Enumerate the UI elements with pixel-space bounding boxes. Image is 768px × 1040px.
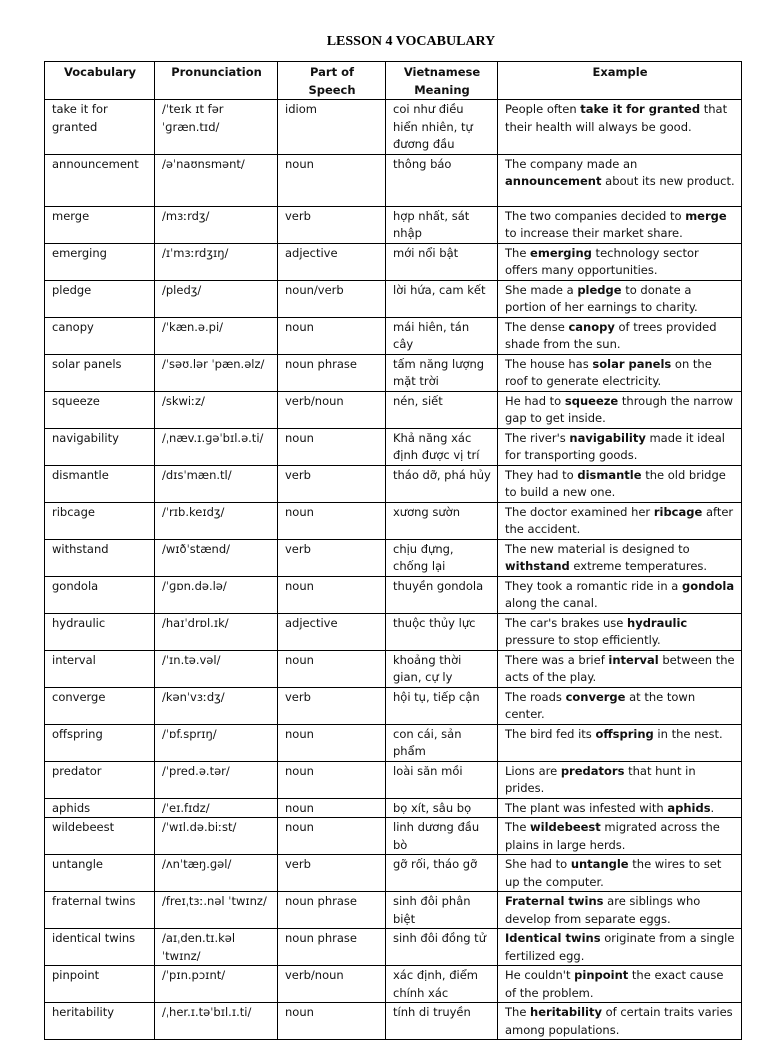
part-of-speech-cell: noun [278,502,386,539]
part-of-speech-cell: verb [278,465,386,502]
table-row [45,650,742,687]
table-row [45,929,742,966]
part-of-speech-cell: noun [278,576,386,613]
part-of-speech-cell: verb [278,855,386,892]
example-text: extreme temperatures. [569,559,708,573]
pronunciation-cell: /ˈpred.ə.tər/ [155,761,278,798]
vocabulary-cell: wildebeest [45,818,155,855]
example-text: through the narrow gap to get inside. [505,393,734,425]
example-cell [498,613,742,650]
example-text: to increase their market share. [505,226,683,240]
example-text: The roads [505,689,566,704]
part-of-speech-cell: noun [278,761,386,798]
example-keyword: withstand [505,559,570,573]
pronunciation-cell: /ˈpɪn.pɔɪnt/ [155,966,278,1003]
vocabulary-cell: interval [45,650,155,687]
example-cell [498,539,742,576]
vocabulary-cell: ribcage [45,502,155,539]
example-text: the wires to set up the computer. [505,857,722,889]
table-row [45,354,742,391]
example-keyword: emerging [530,245,592,260]
example-keyword: hydraulic [627,615,688,630]
vietnamese-meaning-cell: tháo dỡ, phá hủy [386,465,498,502]
part-of-speech-cell: noun [278,650,386,687]
example-keyword: Fraternal twins [505,894,604,908]
vocabulary-cell: merge [45,206,155,243]
example-text: The company made an [505,156,638,171]
example-keyword: dismantle [577,467,642,482]
table-row [45,280,742,317]
table-row [45,243,742,280]
example-text: The [505,245,531,260]
pronunciation-cell: /ʌnˈtæŋ.ɡəl/ [155,855,278,892]
vocabulary-cell: squeeze [45,391,155,428]
example-cell [498,317,742,354]
table-row [45,100,742,155]
vietnamese-meaning-cell: thuộc thủy lực [386,613,498,650]
part-of-speech-cell: idiom [278,100,386,155]
example-text: are siblings who develop from separate eggs. [505,894,701,926]
vocabulary-cell: withstand [45,539,155,576]
vietnamese-meaning-cell: loài săn mồi [386,761,498,798]
part-of-speech-cell: adjective [278,613,386,650]
pronunciation-cell: /ˈɒf.sprɪŋ/ [155,724,278,761]
example-cell [498,724,742,761]
table-row [45,465,742,502]
example-cell [498,687,742,724]
vocabulary-cell: take it for granted [45,100,155,155]
example-text: He had to [505,393,565,408]
example-keyword: heritability [530,1005,602,1019]
example-text: after the accident. [505,504,734,536]
example-keyword: merge [685,208,727,223]
example-cell [498,1003,742,1040]
example-keyword: navigability [569,430,646,445]
example-text: The [505,820,531,834]
example-keyword: canopy [568,319,615,334]
example-cell [498,243,742,280]
example-keyword: interval [608,652,659,667]
example-cell [498,892,742,929]
example-keyword: pinpoint [574,968,629,982]
pronunciation-cell: /wɪðˈstænd/ [155,539,278,576]
example-cell [498,855,742,892]
vietnamese-meaning-cell: coi như điều hiển nhiên, tự đương đầu [386,100,498,155]
vocabulary-cell: pledge [45,280,155,317]
example-cell [498,761,742,798]
example-text: The house has [505,356,593,371]
example-text: The bird fed its [505,726,596,741]
vietnamese-meaning-cell: con cái, sản phẩm [386,724,498,761]
header-pronunciation: Pronunciation [155,62,278,100]
table-row [45,576,742,613]
example-cell [498,465,742,502]
example-cell [498,206,742,243]
table-row [45,154,742,206]
vietnamese-meaning-cell: gỡ rối, tháo gỡ [386,855,498,892]
table-row [45,206,742,243]
pronunciation-cell: /freɪˌtɜː.nəl ˈtwɪnz/ [155,892,278,929]
part-of-speech-cell: noun [278,317,386,354]
example-text: in the nest. [653,726,723,741]
vocabulary-cell: navigability [45,428,155,465]
vietnamese-meaning-cell: sinh đôi phân biệt [386,892,498,929]
part-of-speech-cell: noun [278,428,386,465]
vietnamese-meaning-cell: mới nổi bật [386,243,498,280]
vietnamese-meaning-cell: bọ xít, sâu bọ [386,798,498,818]
vietnamese-meaning-cell: hợp nhất, sát nhập [386,206,498,243]
table-row [45,761,742,798]
example-text: the old bridge to build a new one. [505,467,726,499]
vocabulary-cell: canopy [45,317,155,354]
table-row [45,391,742,428]
example-text: She made a [505,282,578,297]
part-of-speech-cell: noun phrase [278,354,386,391]
example-text: . [710,800,715,815]
example-text: between the acts of the play. [505,652,735,684]
pronunciation-cell: /pledʒ/ [155,280,278,317]
example-text: The two companies decided to [505,208,686,223]
vocabulary-cell: pinpoint [45,966,155,1003]
example-text: Lions are [505,763,561,778]
example-cell [498,576,742,613]
vocabulary-cell: predator [45,761,155,798]
table-row [45,502,742,539]
vocabulary-cell: dismantle [45,465,155,502]
pronunciation-cell: /dɪsˈmæn.tl/ [155,465,278,502]
pronunciation-cell: /əˈnaʊnsmənt/ [155,154,278,206]
part-of-speech-cell: verb [278,687,386,724]
vocabulary-cell: emerging [45,243,155,280]
example-text: People often [505,102,581,116]
vocabulary-cell: untangle [45,855,155,892]
table-header-row [45,62,742,100]
example-keyword: announcement [505,174,602,188]
vietnamese-meaning-cell: xác định, điểm chính xác [386,966,498,1003]
table-row [45,1003,742,1040]
example-cell [498,798,742,818]
example-keyword: predators [560,763,625,778]
vietnamese-meaning-cell: linh dương đầu bò [386,818,498,855]
table-row [45,818,742,855]
vietnamese-meaning-cell: lời hứa, cam kết [386,280,498,317]
example-keyword: gondola [681,578,735,593]
example-cell [498,502,742,539]
example-cell [498,280,742,317]
example-cell [498,818,742,855]
example-cell [498,391,742,428]
example-text: made it ideal for transporting goods. [505,430,725,462]
table-row [45,317,742,354]
table-row [45,428,742,465]
example-keyword: ribcage [653,504,703,519]
vocabulary-cell: aphids [45,798,155,818]
example-text: The river's [505,430,570,445]
vietnamese-meaning-cell: xương sườn [386,502,498,539]
example-text: The [505,1005,531,1019]
vietnamese-meaning-cell: thông báo [386,154,498,206]
example-text: They took a romantic ride in a [505,578,682,593]
example-text: They had to [505,467,578,482]
vietnamese-meaning-cell: chịu đựng, chống lại [386,539,498,576]
example-cell [498,650,742,687]
example-keyword: wildebeest [530,820,601,834]
pronunciation-cell: /kənˈvɜːdʒ/ [155,687,278,724]
pronunciation-cell: /skwiːz/ [155,391,278,428]
example-cell [498,154,742,206]
part-of-speech-cell: noun [278,818,386,855]
header-vietnamese-meaning: Vietnamese Meaning [386,62,498,100]
example-cell [498,428,742,465]
pronunciation-cell: /ˈteɪk ɪt fər ˈɡræn.tɪd/ [155,100,278,155]
vietnamese-meaning-cell: khoảng thời gian, cự ly [386,650,498,687]
pronunciation-cell: /aɪˌden.tɪ.kəl ˈtwɪnz/ [155,929,278,966]
vietnamese-meaning-cell: mái hiên, tán cây [386,317,498,354]
example-keyword: aphids [667,800,711,815]
vietnamese-meaning-cell: Khả năng xác định được vị trí [386,428,498,465]
table-row [45,892,742,929]
example-keyword: take it for granted [580,102,701,116]
pronunciation-cell: /ˈkæn.ə.pi/ [155,317,278,354]
example-text: The dense [505,319,569,334]
example-keyword: offspring [595,726,654,741]
table-row [45,613,742,650]
pronunciation-cell: /ˌher.ɪ.təˈbɪl.ɪ.ti/ [155,1003,278,1040]
vocabulary-cell: identical twins [45,929,155,966]
example-text: the exact cause of the problem. [505,968,724,1000]
example-cell [498,929,742,966]
example-text: pressure to stop efficiently. [505,633,661,647]
example-text: along the canal. [505,596,598,610]
part-of-speech-cell: noun [278,1003,386,1040]
header-example: Example [498,62,742,100]
part-of-speech-cell: noun [278,154,386,206]
part-of-speech-cell: verb [278,206,386,243]
table-row [45,687,742,724]
part-of-speech-cell: verb/noun [278,391,386,428]
part-of-speech-cell: noun phrase [278,892,386,929]
example-text: The car's brakes use [505,615,628,630]
table-row [45,724,742,761]
pronunciation-cell: /ˈeɪ.fɪdz/ [155,798,278,818]
example-text: about its new product. [601,174,735,188]
example-cell [498,100,742,155]
example-text: to donate a portion of her earnings to charity. [505,282,698,314]
vietnamese-meaning-cell: hội tụ, tiếp cận [386,687,498,724]
example-text: The doctor examined her [505,504,654,519]
table-row [45,966,742,1003]
example-text: There was a brief [505,652,609,667]
example-keyword: converge [565,689,626,704]
pronunciation-cell: /ˈwɪl.də.biːst/ [155,818,278,855]
vietnamese-meaning-cell: nén, siết [386,391,498,428]
pronunciation-cell: /ɪˈmɜːrdʒɪŋ/ [155,243,278,280]
part-of-speech-cell: adjective [278,243,386,280]
example-text: that hunt in prides. [505,763,696,795]
part-of-speech-cell: noun [278,798,386,818]
vietnamese-meaning-cell: thuyền gondola [386,576,498,613]
example-keyword: squeeze [564,393,619,408]
vocabulary-cell: hydraulic [45,613,155,650]
example-keyword: untangle [570,857,629,871]
table-row [45,855,742,892]
example-text: originate from a single fertilized egg. [505,931,735,963]
example-text: of trees provided shade from the sun. [505,319,717,351]
example-text: She had to [505,857,571,871]
vocabulary-cell: heritability [45,1003,155,1040]
part-of-speech-cell: noun [278,724,386,761]
vocabulary-cell: announcement [45,154,155,206]
part-of-speech-cell: verb/noun [278,966,386,1003]
table-row [45,798,742,818]
pronunciation-cell: /haɪˈdrɒl.ɪk/ [155,613,278,650]
example-cell [498,966,742,1003]
example-text: at the town center. [505,689,696,721]
vocabulary-cell: fraternal twins [45,892,155,929]
example-cell [498,354,742,391]
vocabulary-cell: solar panels [45,354,155,391]
vocabulary-table [44,61,742,1040]
page-title: LESSON 4 VOCABULARY [326,34,496,49]
example-text: migrated across the plains in large herds. [505,820,720,852]
pronunciation-cell: /ˌnæv.ɪ.ɡəˈbɪl.ə.ti/ [155,428,278,465]
example-text: The new material is designed to [505,541,690,556]
example-keyword: solar panels [592,356,672,371]
example-keyword: Identical twins [505,931,601,945]
vocabulary-cell: offspring [45,724,155,761]
part-of-speech-cell: verb [278,539,386,576]
vietnamese-meaning-cell: tính di truyền [386,1003,498,1040]
pronunciation-cell: /ˈrɪb.keɪdʒ/ [155,502,278,539]
example-keyword: pledge [577,282,622,297]
vocabulary-cell: gondola [45,576,155,613]
pronunciation-cell: /ˈɪn.tə.vəl/ [155,650,278,687]
header-vocabulary: Vocabulary [45,62,155,100]
vocabulary-cell: converge [45,687,155,724]
part-of-speech-cell: noun phrase [278,929,386,966]
pronunciation-cell: /ˈɡɒn.də.lə/ [155,576,278,613]
vietnamese-meaning-cell: tấm năng lượng mặt trời [386,354,498,391]
example-text: of certain traits varies among populations. [505,1005,733,1037]
part-of-speech-cell: noun/verb [278,280,386,317]
header-part-of-speech: Part of Speech [278,62,386,100]
example-text: on the roof to generate electricity. [505,356,712,388]
example-text: that their health will always be good. [505,102,728,134]
table-row [45,539,742,576]
pronunciation-cell: /mɜːrdʒ/ [155,206,278,243]
example-text: The plant was infested with [505,800,668,815]
pronunciation-cell: /ˈsəʊ.lər ˈpæn.əlz/ [155,354,278,391]
vietnamese-meaning-cell: sinh đôi đồng tử [386,929,498,966]
example-text: He couldn't [505,968,575,982]
example-text: technology sector offers many opportunities. [505,245,699,277]
